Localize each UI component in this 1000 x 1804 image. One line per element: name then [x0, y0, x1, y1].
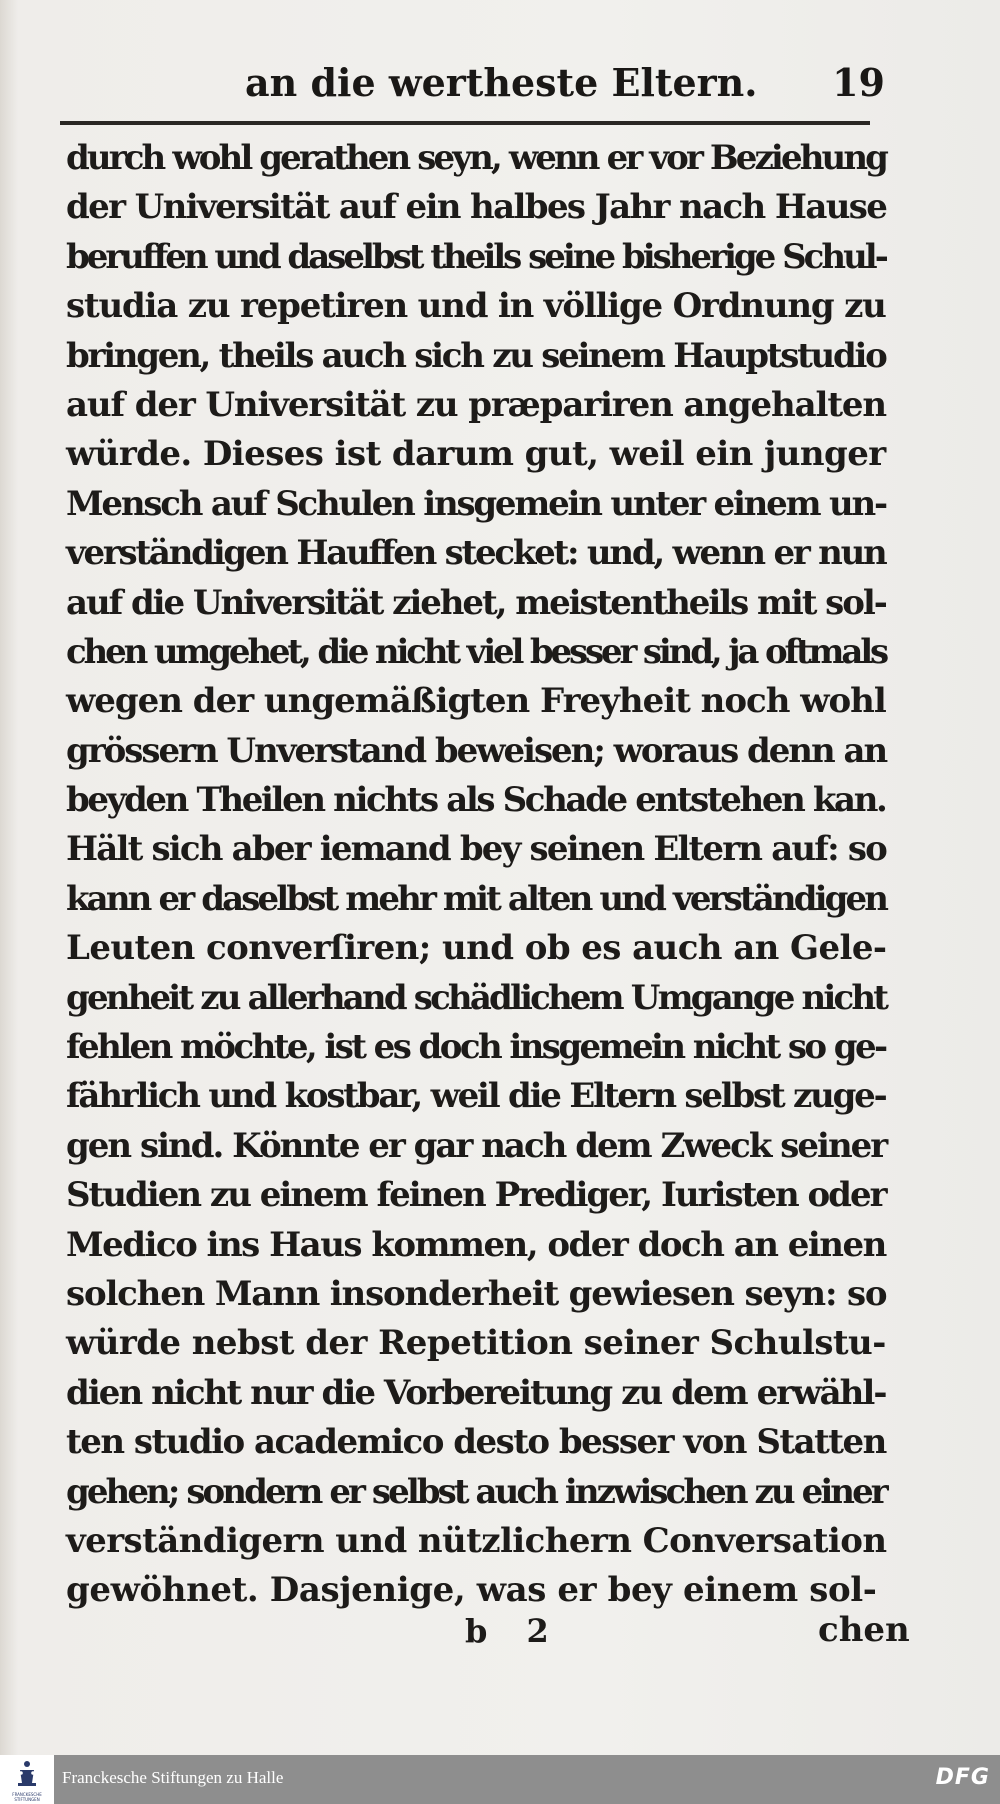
text-line: beyden Theilen nichts als Schade entstehen kan.: [66, 780, 886, 821]
footer-bar: [0, 1755, 1000, 1804]
body-text: [66, 134, 886, 1616]
catchword: chen: [818, 1610, 910, 1650]
text-line: gehen; sondern er selbst auch inzwischen zu einer: [66, 1471, 886, 1512]
text-line: Mensch auf Schulen insgemein unter einem un-: [66, 483, 886, 524]
text-line: durch wohl gerathen seyn, wenn er vor Beziehung: [66, 138, 887, 178]
page-number: 19: [832, 60, 885, 105]
text-line: grössern Unverstand beweisen; woraus denn an: [66, 730, 887, 771]
dfg-logo[interactable]: DFG: [935, 1765, 990, 1790]
institution-logo[interactable]: [0, 1755, 54, 1804]
text-line: solchen Mann insonderheit gewiesen seyn: so: [66, 1273, 887, 1314]
text-line: dien nicht nur die Vorbereitung zu dem erwähl-: [66, 1372, 886, 1413]
institution-name[interactable]: Franckesche Stiftungen zu Halle: [62, 1768, 284, 1787]
logo-caption: FRANCKESCHE STIFTUNGEN: [12, 1792, 42, 1802]
text-line: Medico ins Haus kommen, oder doch an einen: [66, 1224, 886, 1265]
text-line: auf der Universität zu præpariren angehalten: [66, 384, 887, 425]
text-line: würde nebst der Repetition seiner Schulstu-: [66, 1323, 886, 1364]
text-line: der Universität auf ein halbes Jahr nach Hause: [66, 187, 887, 228]
text-line: chen umgehet, die nicht viel besser sind, ja oftmals: [66, 631, 886, 672]
text-line: auf die Universität ziehet, meistentheils mit sol-: [66, 582, 886, 623]
text-line: gen sind. Könnte er gar nach dem Zweck seiner: [66, 1125, 887, 1166]
text-line: Leuten converſiren; und ob es auch an Gele-: [66, 928, 887, 969]
text-line: verständigen Hauffen stecket: und, wenn er nun: [66, 533, 886, 574]
text-line: genheit zu allerhand schädlichem Umgange nicht: [66, 977, 887, 1018]
text-line: ten studio academico desto besser von Statten: [66, 1422, 886, 1463]
text-line: wegen der ungemäßigten Freyheit noch wohl: [66, 681, 886, 722]
running-head: an die wertheste Eltern.: [245, 60, 758, 105]
text-line: beruffen und daselbst theils seine bisherige Schul-: [66, 236, 886, 277]
text-line: fehlen möchte, ist es doch insgemein nicht so ge-: [66, 1027, 886, 1068]
text-line: Hält sich aber iemand bey seinen Eltern auf: so: [66, 829, 887, 870]
page-header: [245, 60, 885, 112]
text-line: würde. Dieses ist darum gut, weil ein junger: [66, 434, 886, 475]
signature-mark: b 2: [465, 1612, 563, 1650]
orphanage-icon: [15, 1759, 39, 1791]
header-rule: [60, 121, 870, 125]
text-line: fährlich und kostbar, weil die Eltern selbst zuge-: [66, 1076, 886, 1117]
text-line: gewöhnet. Dasjenige, was er bey einem sol-: [66, 1570, 877, 1611]
text-line: verständigern und nützlichern Conversation: [66, 1520, 887, 1561]
text-line: Studien zu einem feinen Prediger, Iuristen oder: [66, 1175, 886, 1216]
text-line: bringen, theils auch sich zu seinem Hauptstudio: [66, 335, 886, 376]
text-line: studia zu repetiren und in völlige Ordnung zu: [66, 286, 886, 327]
text-line: kann er daselbst mehr mit alten und verständigen: [66, 878, 887, 919]
